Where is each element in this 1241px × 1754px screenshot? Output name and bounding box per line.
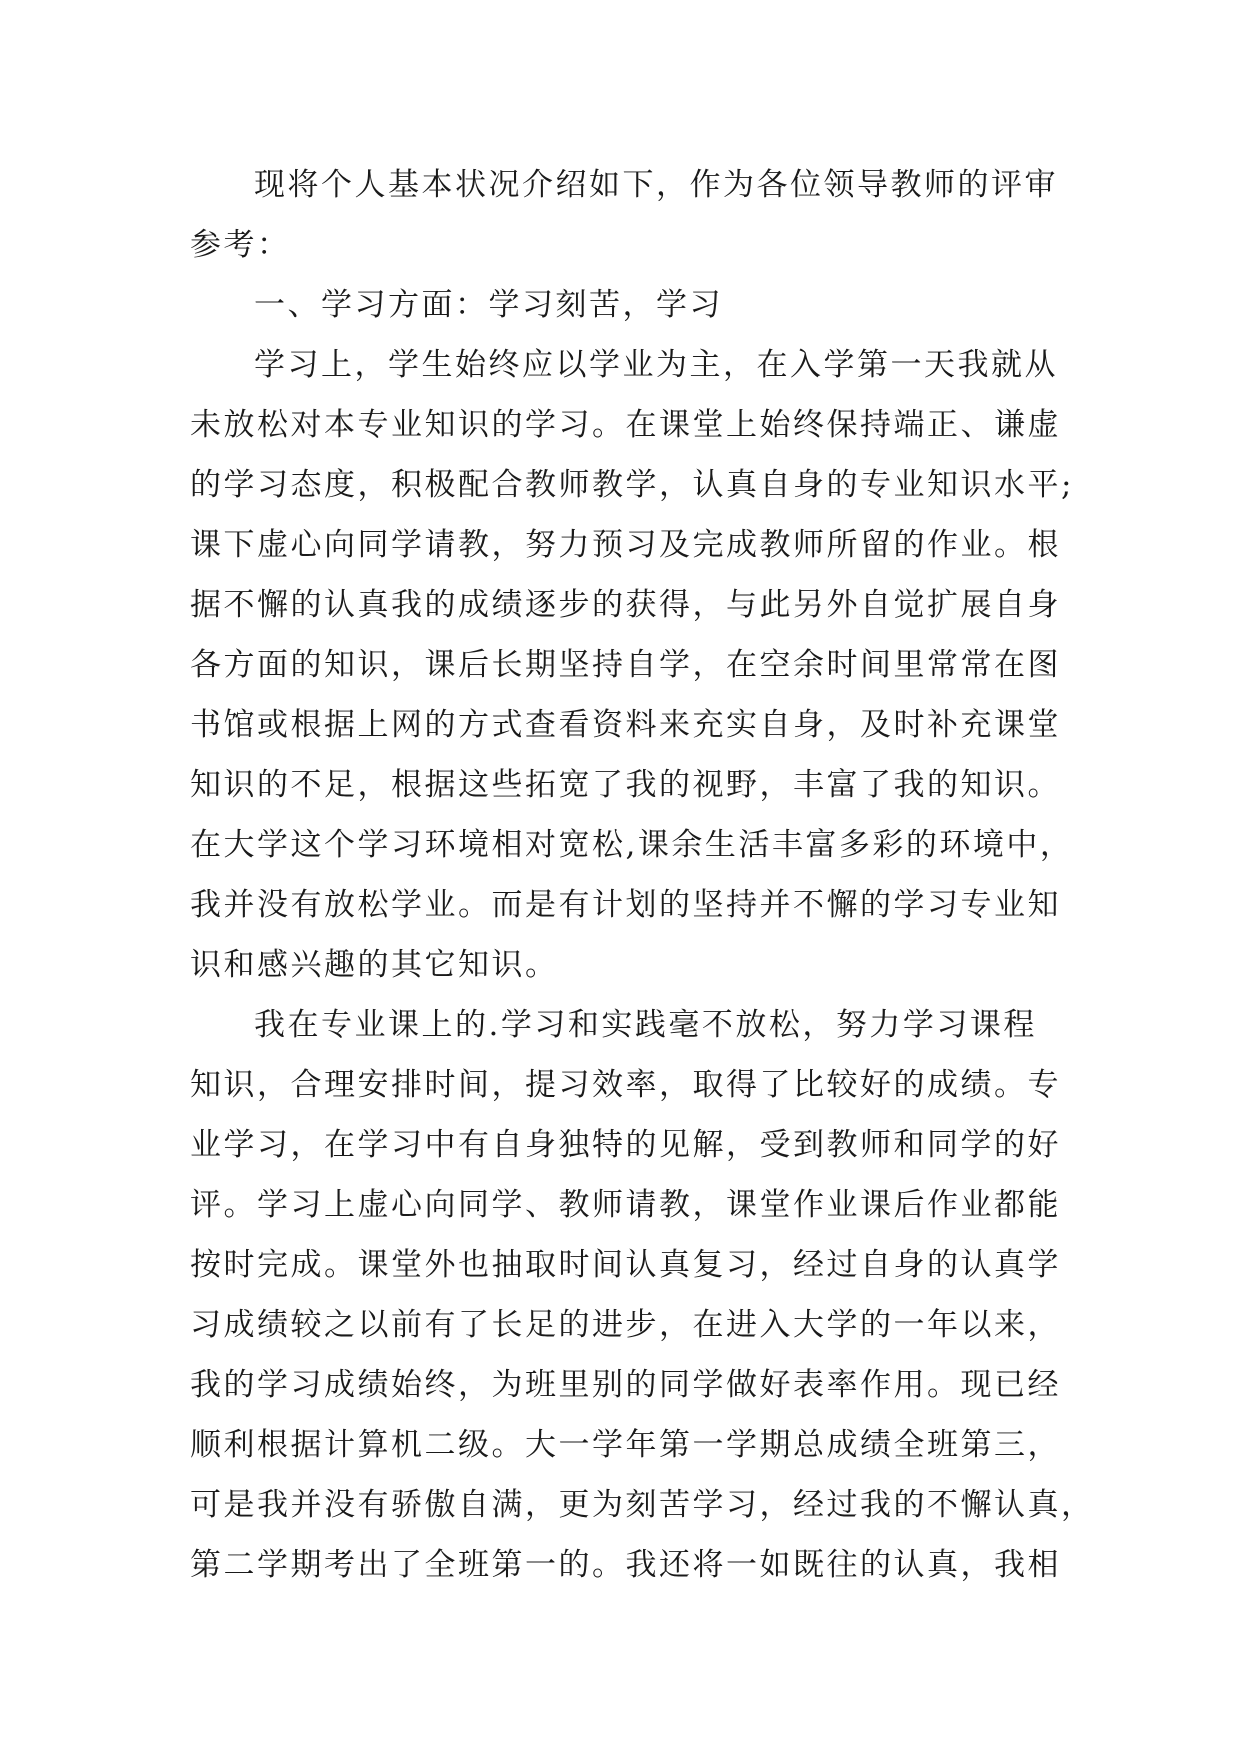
text-line: 第二学期考出了全班第一的。我还将一如既往的认真，我相 bbox=[190, 1547, 1061, 1583]
text-line: 的学习态度，积极配合教师教学，认真自身的专业知识水平; bbox=[190, 467, 1074, 503]
text-line: 可是我并没有骄傲自满，更为刻苦学习，经过我的不懈认真， bbox=[190, 1487, 1095, 1523]
text-line: 我在专业课上的.学习和实践毫不放松，努力学习课程 bbox=[254, 1007, 1037, 1043]
text-line: 我并没有放松学业。而是有计划的坚持并不懈的学习专业知 bbox=[190, 887, 1061, 923]
text-line: 未放松对本专业知识的学习。在课堂上始终保持端正、谦虚 bbox=[190, 407, 1061, 443]
text-line: 学习上，学生始终应以学业为主，在入学第一天我就从 bbox=[254, 347, 1058, 383]
text-line: 参考： bbox=[190, 227, 291, 263]
text-line: 识和感兴趣的其它知识。 bbox=[190, 947, 559, 983]
text-line: 我的学习成绩始终，为班里别的同学做好表率作用。现已经 bbox=[190, 1367, 1061, 1403]
text-line: 顺利根据计算机二级。大一学年第一学期总成绩全班第三， bbox=[190, 1427, 1061, 1463]
text-line: 据不懈的认真我的成绩逐步的获得，与此另外自觉扩展自身 bbox=[190, 587, 1061, 623]
text-line: 习成绩较之以前有了长足的进步，在进入大学的一年以来， bbox=[190, 1307, 1061, 1343]
document-body bbox=[190, 155, 1095, 1595]
text-line: 评。学习上虚心向同学、教师请教，课堂作业课后作业都能 bbox=[190, 1187, 1061, 1223]
text-line: 知识的不足，根据这些拓宽了我的视野，丰富了我的知识。 bbox=[190, 767, 1061, 803]
text-line: 业学习，在学习中有自身独特的见解，受到教师和同学的好 bbox=[190, 1127, 1061, 1163]
text-line: 按时完成。课堂外也抽取时间认真复习，经过自身的认真学 bbox=[190, 1247, 1061, 1283]
text-line: 各方面的知识，课后长期坚持自学，在空余时间里常常在图 bbox=[190, 647, 1061, 683]
text-line: 知识，合理安排时间，提习效率，取得了比较好的成绩。专 bbox=[190, 1067, 1061, 1103]
text-line: 书馆或根据上网的方式查看资料来充实自身，及时补充课堂 bbox=[190, 707, 1061, 743]
section-heading: 一、学习方面：学习刻苦，学习 bbox=[254, 287, 723, 323]
text-line: 在大学这个学习环境相对宽松,课余生活丰富多彩的环境中， bbox=[190, 827, 1074, 863]
text-line: 现将个人基本状况介绍如下，作为各位领导教师的评审 bbox=[254, 167, 1058, 203]
text-line: 课下虚心向同学请教，努力预习及完成教师所留的作业。根 bbox=[190, 527, 1061, 563]
